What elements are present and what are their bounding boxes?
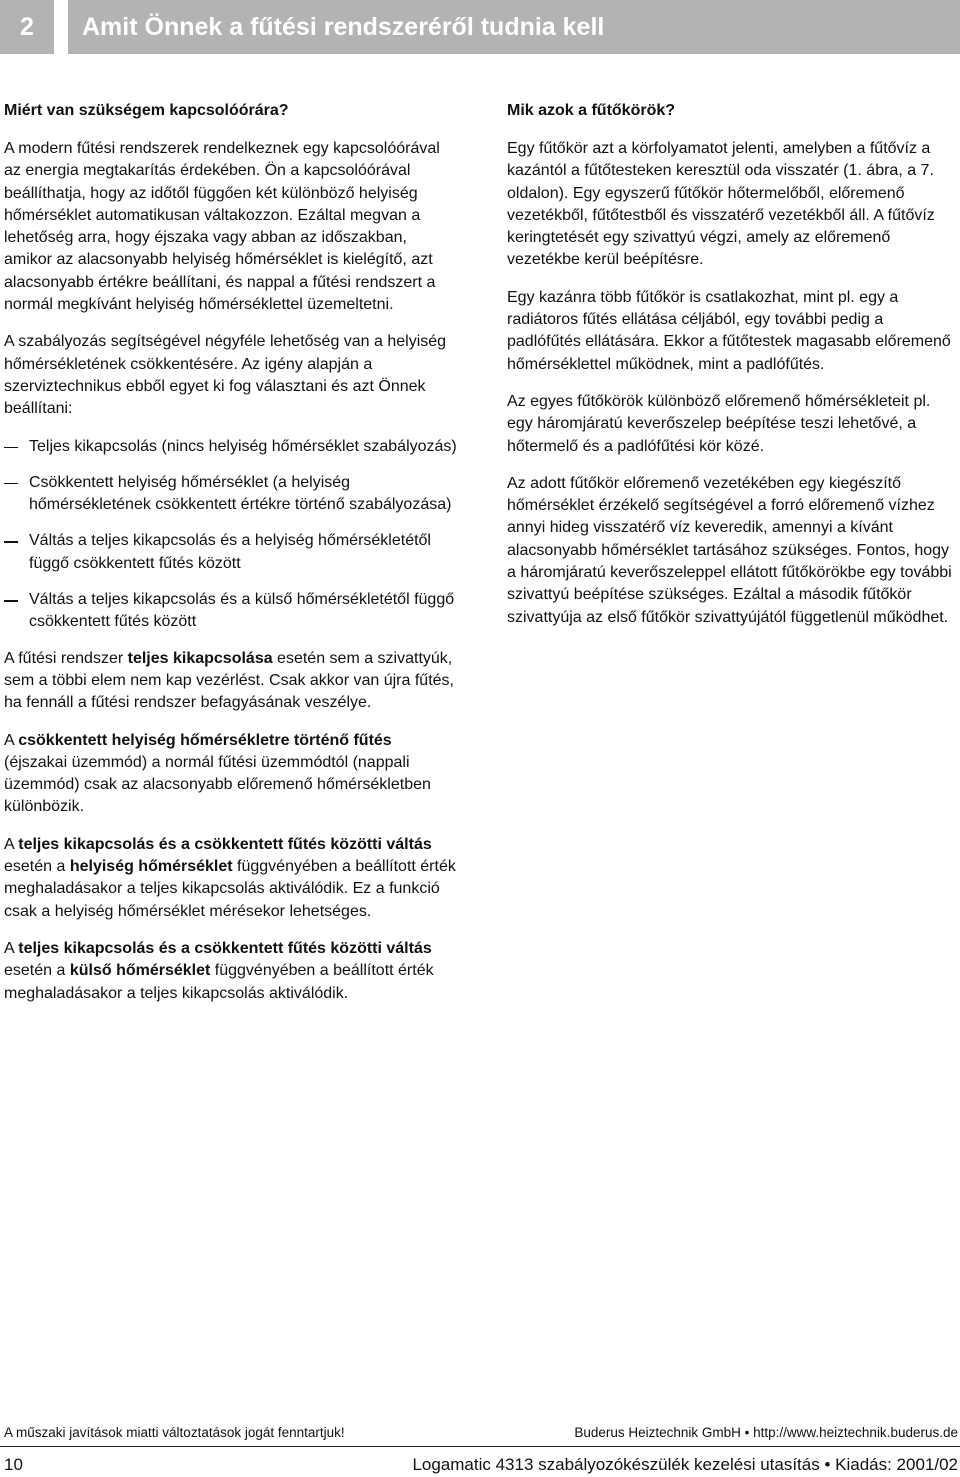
text: esetén sem a szivattyúk, sem a többi elem nem kap vezérlést. Csak akkor van újra fűtés, ha fennáll a fűtési rendszer befagyásának veszélye. (4, 649, 454, 712)
reduction-options-list (4, 436, 458, 634)
text: A (4, 731, 19, 749)
list-item: Váltás a teljes kikapcsolás és a helyiség hőmérsékletétől függő csökkentett fűtés között (4, 530, 458, 575)
paragraph (4, 730, 458, 819)
list-item: Csökkentett helyiség hőmérséklet (a helyiség hőmérsékletének csökkentett értékre történő szabályozása) (4, 472, 458, 517)
section-heading-timer: Miért van szükségem kapcsolóórára? (4, 102, 289, 119)
paragraph: Egy fűtőkör azt a körfolyamatot jelenti, amelyben a fűtővíz a kazántól a fűtőtesteken keresztül oda visszatér (1. ábra, a 7. oldalon). Egy egyszerű fűtőkör hőtermelőből, előremenő vezetékből, fűtőtestből és visszatérő vezetékből áll. A fűtővíz keringtetését egy szivattyú végzi, amely az előremenő vezetékbe kerül beépítésre. (507, 140, 935, 269)
left-column (4, 100, 458, 1020)
page-number: 10 (4, 1455, 23, 1474)
text: A (4, 939, 19, 957)
chapter-number: 2 (0, 0, 54, 54)
text: A (4, 835, 19, 853)
emphasis: teljes kikapcsolás és a csökkentett fűtés közötti váltás (18, 939, 432, 957)
right-column (507, 100, 959, 644)
section-heading-heating-circuits: Mik azok a fűtőkörök? (507, 102, 676, 119)
text: A fűtési rendszer (4, 649, 128, 667)
emphasis: külső hőmérséklet (69, 962, 211, 980)
text: függvényében a beállított érték meghaladásakor a teljes kikapcsolás aktiválódik. (4, 962, 434, 1002)
paragraph (4, 834, 458, 923)
paragraph: A modern fűtési rendszerek rendelkeznek egy kapcsolóórával az energia megtakarítás érdekében. Ön a kapcsolóórával beállíthatja, hogy az időtől függően két különböző helyiség hőmérséklet automatikusan váltakozzon. Ezáltal megvan a lehetőség arra, hogy éjszaka vagy abban az időszakban, amikor az alacsonyabb helyiség hőmérséklet is kielégítő, azt alacsonyabb értékre beállítani, és nappal a fűtési rendszert a normál megkívánt helyiség hőmérséklettel üzemeltetni. (4, 140, 440, 314)
footer-company: Buderus Heiztechnik GmbH • http://www.heiztechnik.buderus.de (574, 1425, 958, 1440)
text: esetén a (4, 858, 70, 876)
paragraph (4, 648, 458, 715)
list-item: Teljes kikapcsolás (nincs helyiség hőmérséklet szabályozás) (4, 436, 458, 458)
chapter-title: Amit Önnek a fűtési rendszeréről tudnia kell (68, 0, 960, 54)
emphasis: csökkentett helyiség hőmérsékletre történő fűtés (18, 731, 392, 749)
paragraph: A szabályozás segítségével négyféle lehetőség van a helyiség hőmérsékletének csökkentésére. Az igény alapján a szerviztechnikus ebből egyet ki fog választani és azt Önnek beállítani: (4, 333, 447, 418)
emphasis: teljes kikapcsolás és a csökkentett fűtés közötti váltás (18, 835, 432, 853)
paragraph: Az adott fűtőkör előremenő vezetékében egy kiegészítő hőmérséklet érzékelő segítségével a forró előremenő vízhez annyi hideg visszatérő víz keveredik, amennyi a kívánt alacsonyabb hőmérséklet tartásához szükséges. Fontos, hogy a háromjáratú keverőszeleppel ellátott fűtőkörökbe egy további szivattyú beépítése szükséges. Ezáltal a második fűtőkör szivattyúja az első fűtőkör szivattyújától függetlenül működhet. (507, 474, 952, 626)
paragraph: Az egyes fűtőkörök különböző előremenő hőmérsékleteit pl. egy háromjáratú keverőszelep beépítése teszi lehetővé, a hőtermelő és a padlófűtési kör közé. (507, 392, 931, 455)
text: (éjszakai üzemmód) a normál fűtési üzemmódtól (nappali üzemmód) csak az alacsonyabb előremenő hőmérsékletben különbözik. (4, 753, 431, 816)
footer-divider (0, 1446, 960, 1447)
text: esetén a (4, 962, 70, 980)
paragraph (4, 938, 458, 1005)
text: függvényében a beállított érték meghaladásakor a teljes kikapcsolás aktiválódik. Ez a funkció csak a helyiség hőmérséklet mérésekor lehetséges. (4, 858, 456, 920)
footer-disclaimer: A műszaki javítások miatti változtatások jogát fenntartjuk! (4, 1425, 345, 1440)
document-title: Logamatic 4313 szabályozókészülék kezelési utasítás • Kiadás: 2001/02 (412, 1455, 958, 1474)
list-item: Váltás a teljes kikapcsolás és a külső hőmérsékletétől függő csökkentett fűtés között (4, 589, 458, 634)
paragraph: Egy kazánra több fűtőkör is csatlakozhat, mint pl. egy a radiátoros fűtés ellátása céljából, egy további pedig a padlófűtés ellátására. Ekkor a fűtőtestek magasabb előremenő hőmérséklettel működnek, mint a padlófűtés. (507, 288, 951, 373)
emphasis: helyiség hőmérséklet (69, 858, 233, 876)
emphasis: teljes kikapcsolása (127, 649, 273, 667)
